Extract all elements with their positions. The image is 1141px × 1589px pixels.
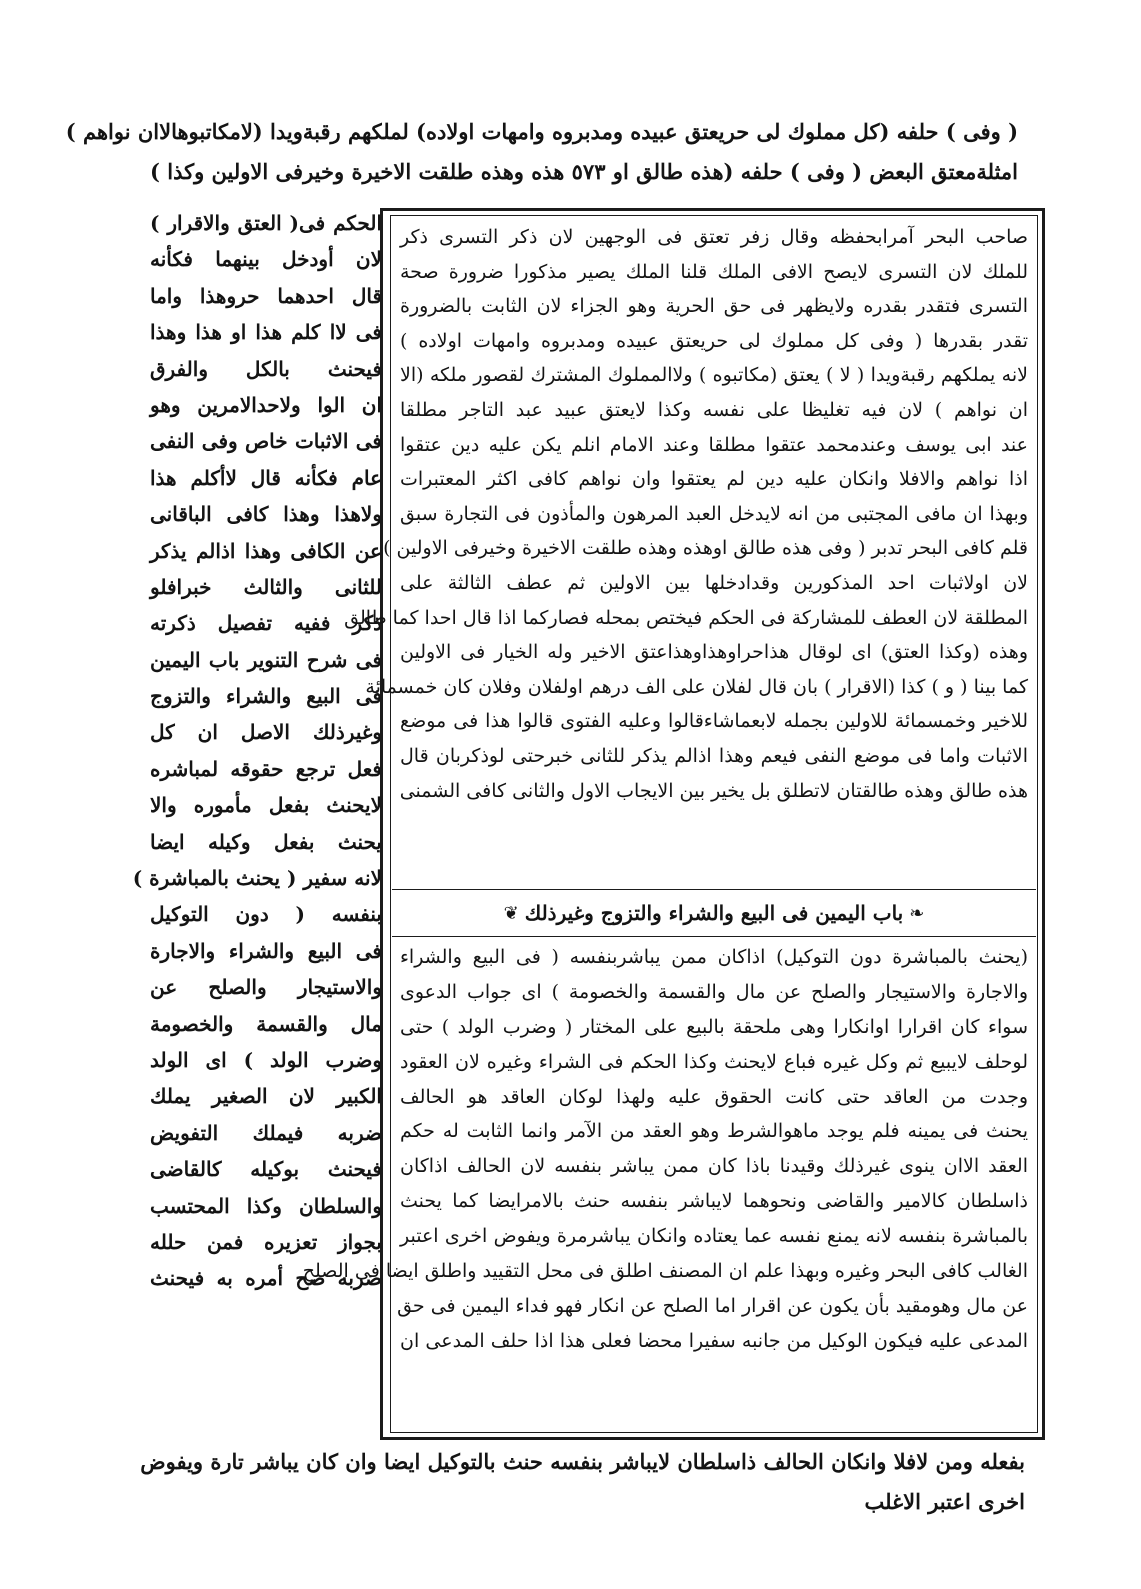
margin-line: ضربه صح أمره به فيحنث	[150, 1266, 382, 1291]
margin-line: للثانى والثالث خبرافلو	[150, 574, 382, 599]
margin-line: والاستيجار والصلح عن	[150, 975, 382, 1000]
margin-commentary	[132, 205, 382, 1297]
main-text-line: الغالب كافى البحر وغيره وبهذا علم ان المصنف اطلق فى محل التقييد واطلق ايضا فى الصلح	[302, 1260, 1028, 1283]
main-text-line: لانه يملكهم رقبةويدا ( لا ) يعتق (مكاتبوه ) ولاالمملوك المشترك لقصور ملكه (الا	[400, 364, 1028, 387]
main-text-line: وبهذا ان مافى المجتبى من انه لايدخل العبد المرهون والمأذون فى التجارة سبق	[400, 502, 1028, 525]
margin-line: فى شرح التنوير باب اليمين	[150, 647, 382, 672]
margin-line: فيحنث بالكل والفرق	[150, 356, 382, 381]
main-text-line: والاجارة والاستيجار والصلح عن مال والقسمة والخصومة ) اى جواب الدعوى	[400, 980, 1029, 1003]
header-line: ( وفى ) حلفه (كل مملوك لى حريعتق عبيده ومدبروه وامهات اولاده) لملكهم رقبةويدا (لامكاتبوهالاان نواهم )	[65, 119, 1018, 144]
main-text-line: قلم كافى البحر تدبر ( وفى هذه طالق اوهذه وهذه طلقت الاخيرة وخيرفى الاولين )	[383, 537, 1028, 560]
margin-line: وضرب الولد ) اى الولد	[150, 1047, 382, 1072]
main-text-line: كما بينا ( و ) كذا (الاقرار ) بان قال لفلان على الف درهم اولفلان وفلان كان خمسمائة	[365, 675, 1028, 698]
chapter-title: باب اليمين فى البيع والشراء والتزوج وغيرذلك	[524, 901, 904, 925]
header-text	[65, 112, 1018, 192]
main-text-line: ذاسلطان كالامير والقاضى ونحوهما لايباشر بنفسه حنث بالامرايضا كما يحنث	[400, 1190, 1028, 1213]
main-text-line: لوحلف لايبيع ثم وكل غيره فباع لايحنث وكذا الحكم فى الشراء وغيره لان العقود	[400, 1050, 1028, 1073]
main-text-section-2	[302, 940, 1029, 1359]
margin-line: فى لاا كلم هذا او هذا وهذا	[150, 320, 382, 345]
main-text-section-1	[344, 220, 1028, 808]
main-text-line: تقدر بقدرها ( وفى كل مملوك لى حريعتق عبيده ومدبروه وامهات اولاده )	[400, 329, 1028, 352]
margin-line: قال احدهما حروهذا واما	[150, 283, 382, 308]
header-line-text: امثلةمعتق البعض ( وفى ) حلفه (هذه طالق او ٥٧٣ هذه وهذه طلقت الاخيرة وخيرفى الاولين وكذا )	[150, 159, 1018, 184]
main-text-line: هذه طالق وهذه طالقتان لاتطلق بل يخير بين الايجاب الاول والثانى كافى الشمنى	[399, 779, 1028, 802]
main-text-line: لان اولاثبات احد المذكورين وقدادخلها بين الاولين ثم عطف الثالثة على	[400, 571, 1028, 594]
margin-line: لانه سفير ( يحنث بالمباشرة )	[132, 866, 382, 891]
margin-line: الكبير لان الصغير يملك	[150, 1084, 382, 1109]
footer-line: اخرى اعتبر الاغلب	[864, 1489, 1025, 1514]
main-text-line: عن مال وهومقيد بأن يكون عن اقرار اما الصلح عن انكار فهو فداء اليمين فى حق	[397, 1294, 1028, 1317]
margin-line: فعل ترجع حقوقه لمباشره	[150, 756, 382, 781]
main-text-line: التسرى فتقدر بقدره ولايظهر فى حق الحرية وهو الجزاء لان الثابت بالضرورة	[400, 295, 1028, 318]
main-text-line: سواء كان اقرارا اوانكارا وهى ملحقة بالبيع على المختار ( وضرب الولد ) حتى	[400, 1015, 1028, 1038]
margin-line: لايحنث بفعل مأموره والا	[150, 793, 382, 818]
margin-line: بجواز تعزيره فمن حلله	[150, 1229, 382, 1254]
main-text-line: بالمباشرة بنفسه لانه يمنع نفسه عما يعتاده وانكان يباشرمرة ويفوض اخرى اعتبر	[400, 1225, 1028, 1248]
margin-line: فى الاثبات خاص وفى النفى	[150, 429, 382, 454]
ornament-icon: ❧	[909, 902, 925, 924]
margin-line: فى البيع والشراء والاجارة	[150, 938, 382, 963]
main-text-line: عند ابى يوسف وعندمحمد عتقوا مطلقا وعند الامام انلم يكن عليه دين عتقوا	[400, 433, 1028, 456]
margin-line: وغيرذلك الاصل ان كل	[150, 720, 382, 745]
main-text-line: وجدت من العاقد حتى كانت الحقوق عليه ولهذا لوكان العاقد هو الحالف	[400, 1085, 1028, 1108]
ornament-icon: ❦	[503, 902, 519, 924]
margin-line: فى البيع والشراء والتزوج	[150, 684, 382, 709]
main-text-line: المطلقة لان العطف للمشاركة فى الحكم فيختص بمحله فصاركما اذا قال احدا كما طالق	[344, 606, 1028, 629]
margin-line: ذكر ففيه تفصيل ذكرته	[150, 611, 382, 636]
margin-line: لان أودخل بينهما فكأنه	[150, 247, 382, 272]
main-text-line: العقد الاان ينوى غيرذلك وقيدنا باذا كان ممن يباشر بنفسه لان الحالف اذاكان	[400, 1155, 1028, 1178]
margin-line: ان الوا ولاحدالامرين وهو	[150, 392, 382, 417]
main-text-line: اذا نواهم والافلا وانكان عليه دين لم يعتقوا وان نواهم كافى اكثر المعتبرات	[400, 468, 1028, 491]
main-text-line: ان نواهم ) لان فيه تغليظا على نفسه وكذا لايعتق عبيد عبد التاجر مطلقا	[400, 398, 1028, 421]
margin-line: ولاهذا وهذا كافى الباقانى	[150, 502, 382, 527]
margin-line: بنفسه ( دون التوكيل	[150, 902, 382, 927]
margin-line: والسلطان وكذا المحتسب	[150, 1193, 382, 1218]
chapter-heading-band	[392, 889, 1036, 937]
main-text-line: (يحنث بالمباشرة دون التوكيل) اذاكان ممن يباشربنفسه ( فى البيع والشراء	[400, 946, 1028, 968]
margin-line: الحكم فى( العتق والاقرار )	[150, 211, 382, 235]
main-text-line: وهذه (وكذا العتق) اى لوقال هذاحراوهذاوهذاعتق الاخير وله الخيار فى الاولين	[400, 641, 1028, 664]
main-text-line: للاخير وخمسمائة للاولين بجمله لابعماشاءقالوا وعليه الفتوى قالوا هذا فى موضع	[400, 710, 1028, 733]
main-text-line: للملك لان التسرى لايصح الافى الملك قلنا الملك يصير مذكورا ضرورة صحة	[400, 260, 1028, 283]
margin-line: ضربه فيملك التفويض	[150, 1120, 382, 1145]
main-text-line: المدعى عليه فيكون الوكيل من جانبه سفيرا محضا فعلى هذا اذا حلف المدعى ان	[400, 1329, 1028, 1352]
main-text-line: صاحب البحر آمرابحفظه وقال زفر تعتق فى الوجهين لان ذكر التسرى ذكر	[400, 226, 1028, 248]
margin-line: عام فكأنه قال لاأكلم هذا	[150, 465, 382, 490]
margin-line: عن الكافى وهذا اذالم يذكر	[150, 538, 382, 563]
margin-line: فيحنث بوكيله كالقاضى	[150, 1157, 382, 1182]
margin-line: يحنث بفعل وكيله ايضا	[150, 829, 382, 854]
footer-text	[140, 1442, 1025, 1522]
header-line	[150, 152, 1018, 192]
main-text-line: يحنث فى يمينه فلم يوجد ماهوالشرط وهو العقد من الآمر وانما الثابت له حكم	[400, 1120, 1028, 1143]
margin-line: مال والقسمة والخصومة	[150, 1011, 382, 1036]
main-text-line: الاثبات واما فى موضع النفى فيعم وهذا اذالم يذكر للثانى خبرحتى لوذكربان قال	[400, 744, 1028, 767]
footer-line: بفعله ومن لافلا وانكان الحالف ذاسلطان لايباشر بنفسه حنث بالتوكيل ايضا وان كان يباشر تارة ويفوض	[140, 1449, 1025, 1474]
